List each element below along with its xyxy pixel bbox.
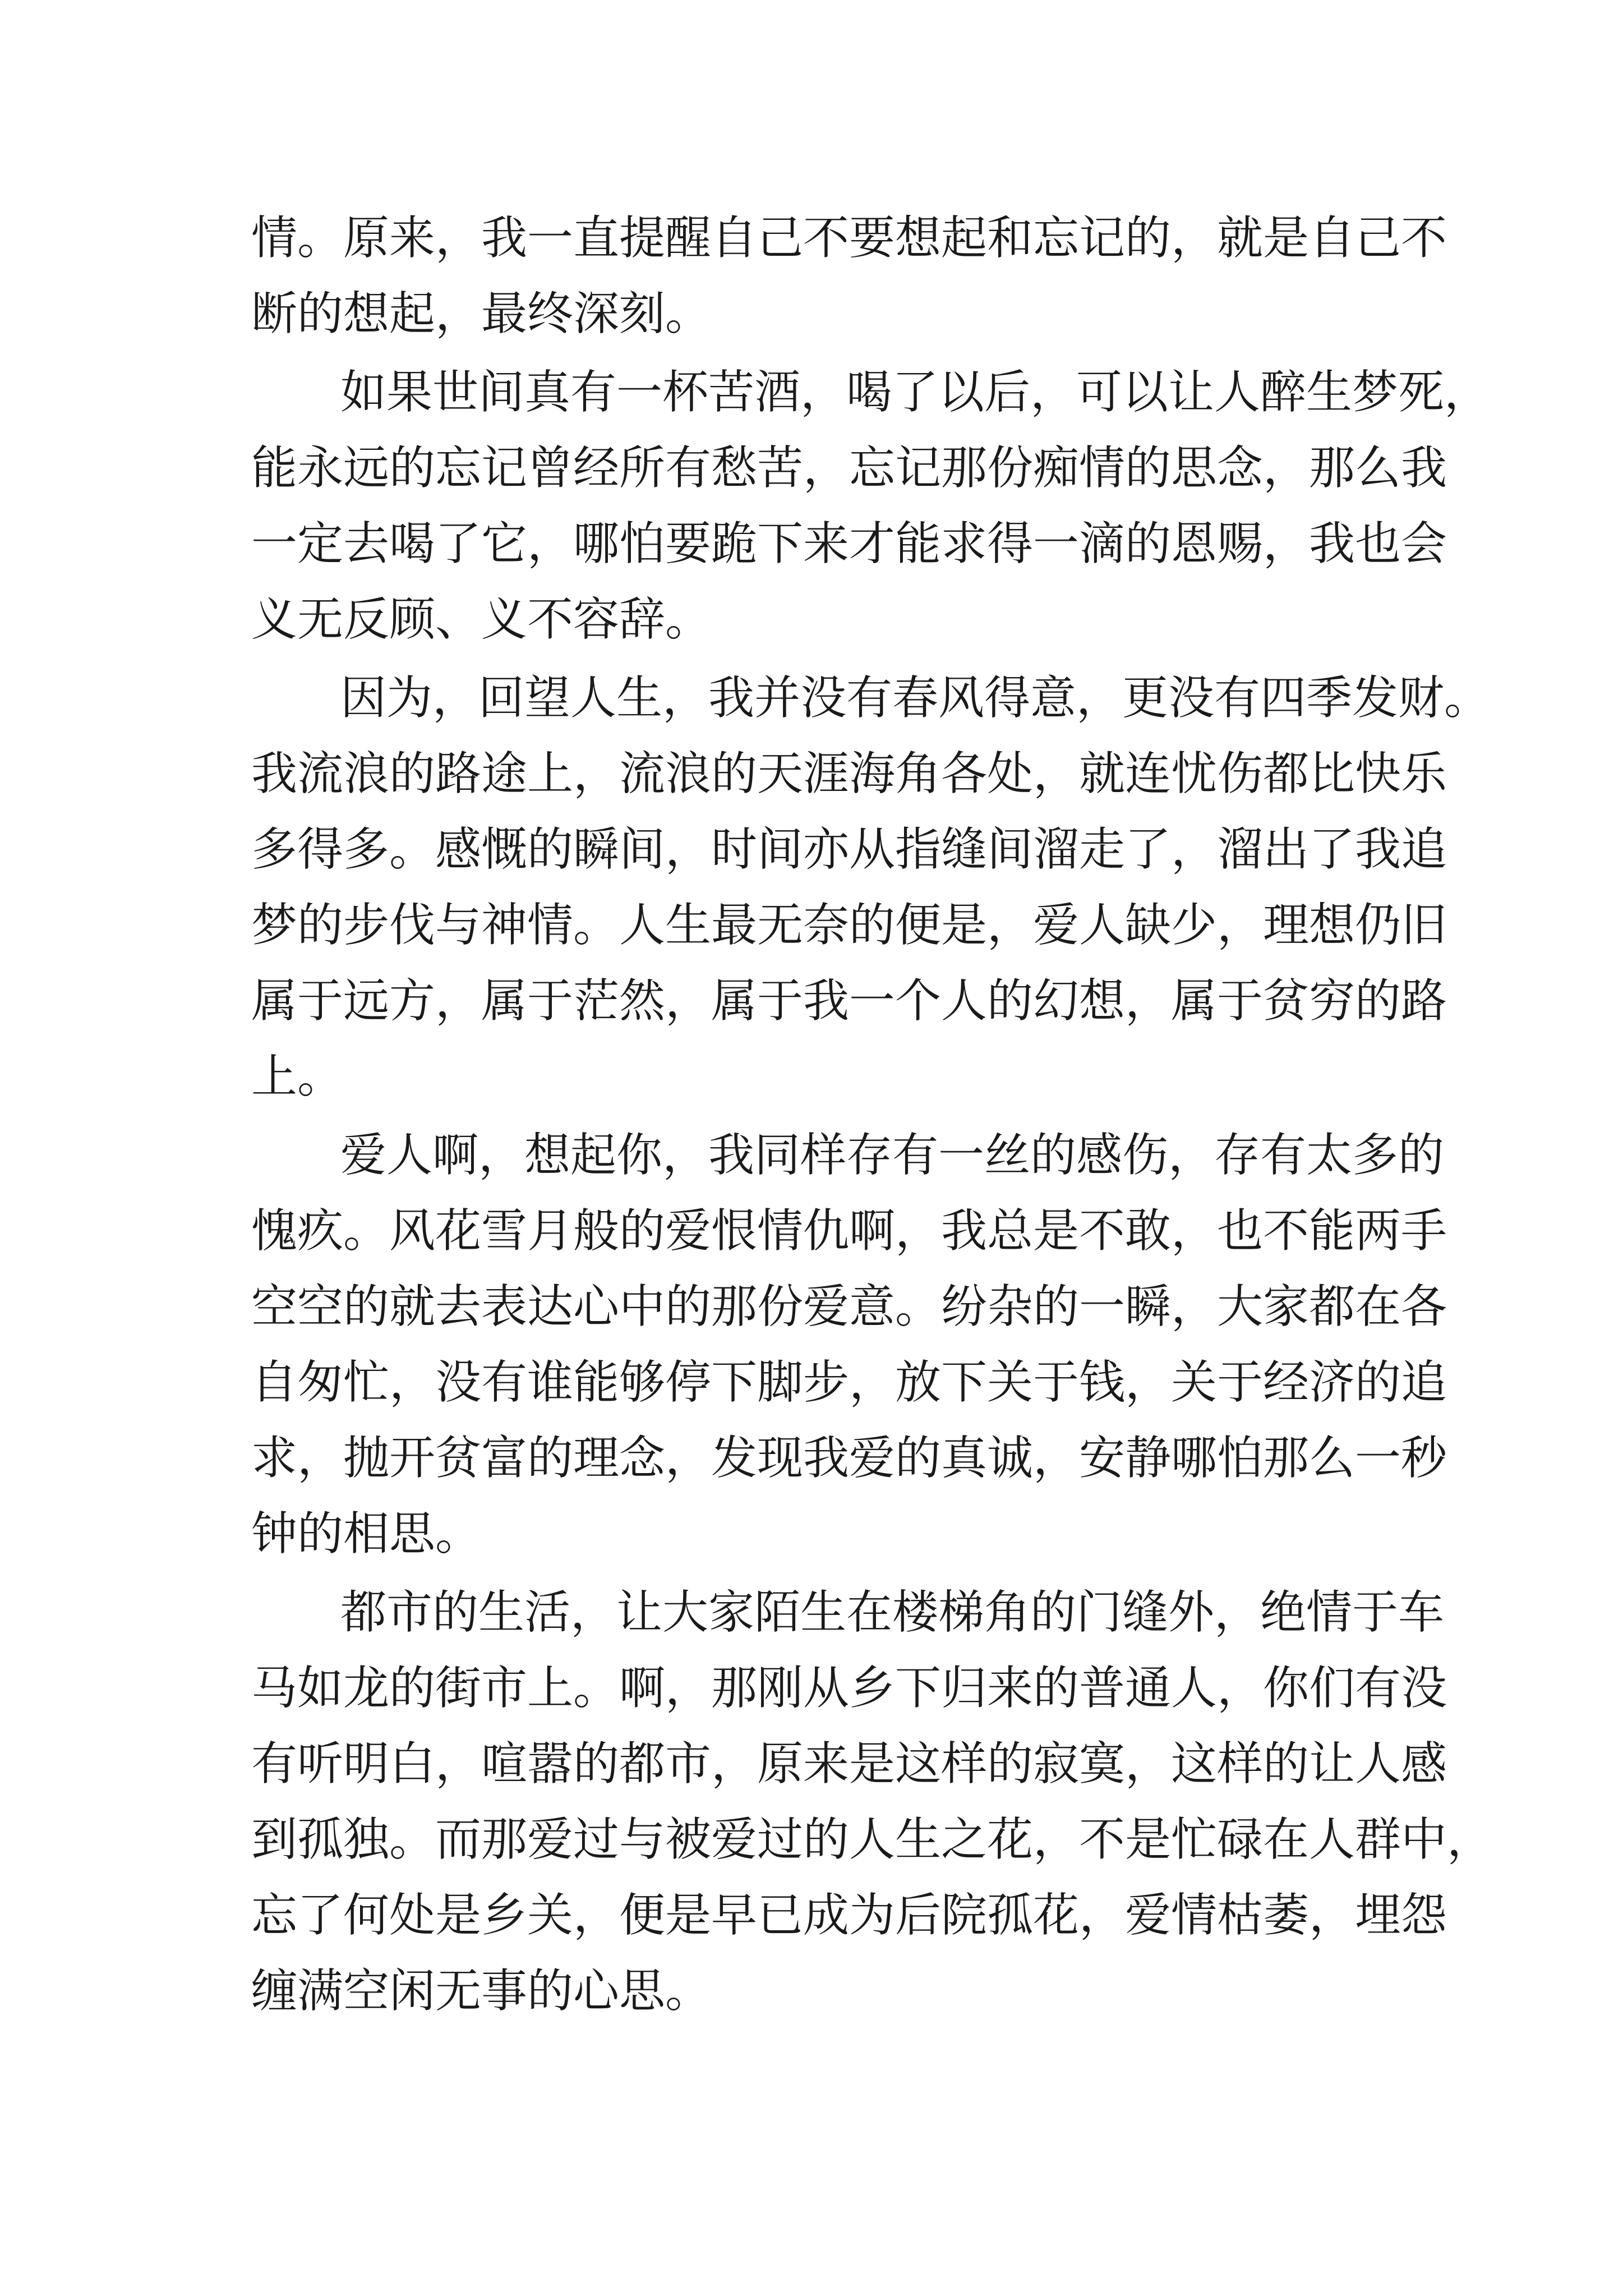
text-line: 因为，回望人生，我并没有春风得意，更没有四季发财。: [340, 671, 1491, 725]
text-line: 有听明白，喧嚣的都市，原来是这样的寂寞，这样的让人感: [251, 1737, 1447, 1791]
text-line: 缠满空闲无事的心思。: [251, 1964, 712, 2018]
text-line: 到孤独。而那爱过与被爱过的人生之花，不是忙碌在人群中，: [251, 1813, 1493, 1866]
text-line: 上。: [251, 1050, 344, 1103]
text-line: 自匆忙，没有谁能够停下脚步，放下关于钱，关于经济的追: [251, 1356, 1447, 1409]
text-line: 我流浪的路途上，流浪的天涯海角各处，就连忧伤都比快乐: [251, 747, 1447, 800]
text-line: 求，抛开贫富的理念，发现我爱的真诚，安静哪怕那么一秒: [251, 1432, 1447, 1485]
text-line: 能永远的忘记曾经所有愁苦，忘记那份痴情的思念，那么我: [251, 441, 1447, 495]
text-line: 愧疚。风花雪月般的爱恨情仇啊，我总是不敢，也不能两手: [251, 1204, 1447, 1258]
text-line: 义无反顾、义不容辞。: [251, 593, 712, 646]
text-line: 情。原来，我一直提醒自己不要想起和忘记的，就是自己不: [251, 211, 1447, 265]
text-line: 如果世间真有一杯苦酒，喝了以后，可以让人醉生梦死，: [340, 366, 1491, 419]
text-line: 都市的生活，让大家陌生在楼梯角的门缝外，绝情于车: [340, 1586, 1445, 1639]
text-line: 梦的步伐与神情。人生最无奈的便是，爱人缺少，理想仍旧: [251, 899, 1447, 952]
text-line: 忘了何处是乡关，便是早已成为后院孤花，爱情枯萎，埋怨: [251, 1889, 1447, 1942]
text-line: 爱人啊，想起你，我同样存有一丝的感伤，存有太多的: [340, 1129, 1445, 1182]
text-line: 多得多。感慨的瞬间，时间亦从指缝间溜走了，溜出了我追: [251, 823, 1447, 876]
text-line: 一定去喝了它，哪怕要跪下来才能求得一滴的恩赐，我也会: [251, 517, 1447, 570]
text-line: 属于远方，属于茫然，属于我一个人的幻想，属于贫穷的路: [251, 974, 1447, 1028]
text-line: 断的想起，最终深刻。: [251, 287, 712, 341]
text-line: 钟的相思。: [251, 1507, 482, 1561]
text-line: 空空的就去表达心中的那份爱意。纷杂的一瞬，大家都在各: [251, 1280, 1447, 1333]
text-line: 马如龙的街市上。啊，那刚从乡下归来的普通人，你们有没: [251, 1662, 1447, 1715]
